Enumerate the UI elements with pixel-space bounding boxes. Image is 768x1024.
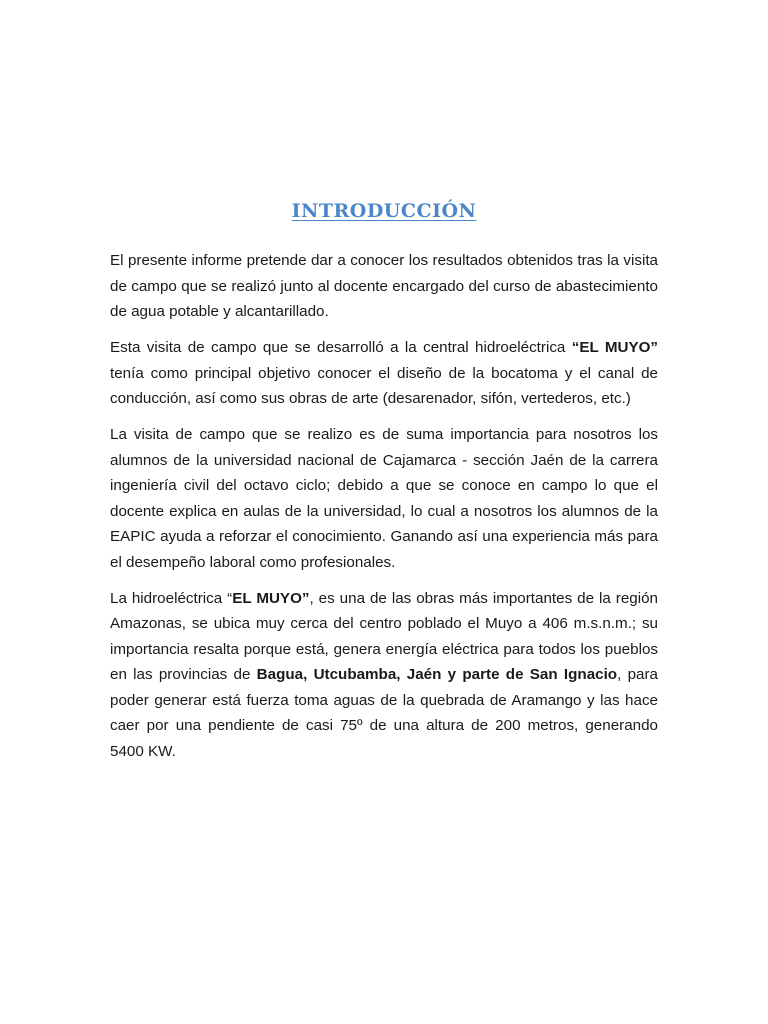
paragraph-1 — [110, 248, 658, 325]
paragraph-4-text-c: , para poder generar está fuerza toma aguas de la quebrada de Aramango y las hace caer por una pendiente de casi 75º de una altura de 200 metros, generando 5400 KW. — [110, 666, 658, 760]
page-title: INTRODUCCIÓN — [291, 200, 477, 222]
paragraph-2-bold-el-muyo: “EL MUYO” — [571, 339, 658, 356]
paragraph-4-bold-provinces: Bagua, Utcubamba, Jaén y parte de San Ignacio — [256, 666, 618, 683]
paragraph-3 — [110, 422, 658, 575]
paragraph-2-text-a: Esta visita de campo que se desarrolló a la central hidroeléctrica — [110, 339, 572, 356]
paragraph-2-text-b: tenía como principal objetivo conocer el diseño de la bocatoma y el canal de conducción, así como sus obras de arte (desarenador, sifón, vertederos, etc.) — [110, 364, 658, 407]
paragraph-1-text: El presente informe pretende dar a conocer los resultados obtenidos tras la visita de campo que se realizó junto al docente encargado del curso de abastecimiento de agua potable y alcantarillado. — [110, 252, 658, 320]
paragraph-3-text: La visita de campo que se realizo es de suma importancia para nosotros los alumnos de la universidad nacional de Cajamarca - sección Jaén de la carrera ingeniería civil del octavo ciclo; debido a que se conoce en campo lo que el docente explica en aulas de la universidad, lo cual a nosotros los alumnos de la EAPIC ayuda a reforzar el conocimiento. Ganando así una experiencia más para el desempeño laboral como profesionales. — [110, 426, 658, 571]
document-body — [110, 248, 658, 775]
paragraph-4-bold-el-muyo: EL MUYO” — [232, 589, 310, 607]
paragraph-2 — [110, 335, 658, 412]
paragraph-4-text-b: , es una de las obras más importantes de la región Amazonas, se ubica muy cerca del centro poblado el Muyo a 406 m.s.n.m.; su importancia resalta porque está, genera energía eléctrica para todos los pueblos en las provincias de — [110, 589, 659, 683]
paragraph-4 — [110, 586, 658, 765]
paragraph-4-text-a: La hidroeléctrica “ — [110, 589, 233, 607]
